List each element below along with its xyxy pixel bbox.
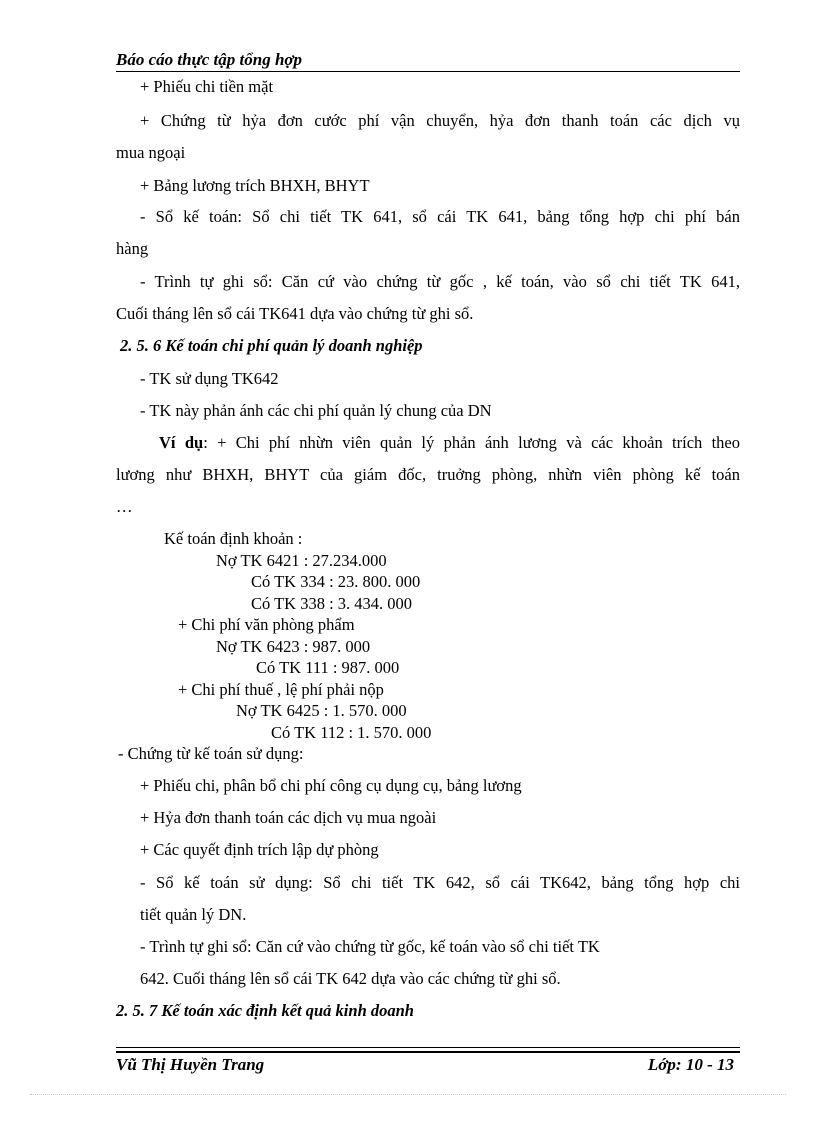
line-so-ke-toan-su-dung: - Sổ kế toán sử dụng: Sổ chi tiết TK 642, sổ cái TK642, bảng tổng hợp chi: [140, 873, 740, 892]
line-trinh-tu: - Trình tự ghi sổ: Căn cứ vào chứng từ gốc , kế toán, vào sổ chi tiết TK 641,: [140, 272, 740, 291]
footer-rule-thick: [116, 1051, 740, 1053]
journal-van-phong-pham: + Chi phí văn phòng phẩm: [178, 615, 355, 634]
line-luong-nhu: lương như BHXH, BHYT của giám đốc, truởng phòng, nhừn viên phòng kế toán: [116, 465, 740, 484]
line-tiet-quan-ly: tiết quản lý DN.: [140, 905, 247, 924]
journal-thue-le-phi: + Chi phí thuế , lệ phí phải nộp: [178, 680, 384, 699]
line-cuoi-thang: Cuối tháng lên sổ cái TK641 dựa vào chứng từ ghi sổ.: [116, 304, 474, 323]
line-642-cuoi-thang: 642. Cuối tháng lên sổ cái TK 642 dựa vào các chứng từ ghi sổ.: [140, 969, 561, 988]
page-bottom-dotted-line: [30, 1094, 786, 1095]
line-hang: hàng: [116, 239, 149, 258]
journal-no-6423: Nợ TK 6423 : 987. 000: [216, 637, 371, 656]
journal-co-334: Có TK 334 : 23. 800. 000: [251, 572, 421, 591]
header-rule: [116, 71, 740, 72]
line-hoa-don-thanh-toan: + Hỷa đơn thanh toán các dịch vụ mua ngoài: [140, 808, 437, 827]
journal-heading: Kế toán định khoản :: [164, 529, 303, 548]
line-chung-tu-hoa-don: + Chứng từ hỷa đơn cước phí vận chuyển, hỷa đơn thanh toán các dịch vụ: [140, 111, 740, 130]
vi-du-label: Ví dụ: [159, 433, 204, 452]
page-header-title: Báo cáo thực tập tổng hợp: [116, 50, 303, 69]
journal-no-6425: Nợ TK 6425 : 1. 570. 000: [236, 701, 407, 720]
line-phieu-chi: + Phiếu chi tiền mặt: [140, 77, 274, 96]
section-heading-2-5-6: 2. 5. 6 Kế toán chi phí quản lý doanh nghiệp: [120, 336, 423, 355]
line-trinh-tu-ghi-so-2: - Trình tự ghi sổ: Căn cứ vào chứng từ gốc, kế toán vào sổ chi tiết TK: [140, 937, 600, 956]
footer-class: Lớp: 10 - 13: [647, 1055, 734, 1074]
footer-author: Vũ Thị Huyền Trang: [116, 1055, 265, 1074]
section-heading-2-5-7: 2. 5. 7 Kế toán xác định kết quả kinh doanh: [116, 1001, 414, 1020]
journal-co-111: Có TK 111 : 987. 000: [256, 658, 400, 677]
vi-du-text: : + Chi phí nhừn viên quản lý phản ánh lương và các khoản trích theo: [203, 433, 741, 452]
line-chung-tu-su-dung: - Chứng từ kế toán sử dụng:: [118, 744, 304, 763]
journal-no-6421: Nợ TK 6421 : 27.234.000: [216, 551, 387, 570]
journal-co-112: Có TK 112 : 1. 570. 000: [271, 723, 432, 742]
line-mua-ngoai: mua ngoại: [116, 143, 186, 162]
line-ellipsis: …: [116, 497, 133, 516]
line-quyet-dinh: + Các quyết định trích lập dự phòng: [140, 840, 379, 859]
line-tk-su-dung: - TK sử dụng TK642: [140, 369, 279, 388]
line-tk-phan-anh: - TK này phản ánh các chi phí quản lý chung của DN: [140, 401, 492, 420]
line-vi-du: [159, 433, 740, 453]
footer-rule-thin: [116, 1047, 740, 1048]
line-phieu-chi-phan-bo: + Phiếu chi, phân bổ chi phí công cụ dụng cụ, bảng lương: [140, 776, 522, 795]
journal-co-338: Có TK 338 : 3. 434. 000: [251, 594, 413, 613]
line-so-ke-toan: - Sổ kế toán: Sổ chi tiết TK 641, sổ cái TK 641, bảng tổng hợp chi phí bán: [140, 207, 740, 226]
line-bang-luong: + Bảng lương trích BHXH, BHYT: [140, 176, 370, 195]
